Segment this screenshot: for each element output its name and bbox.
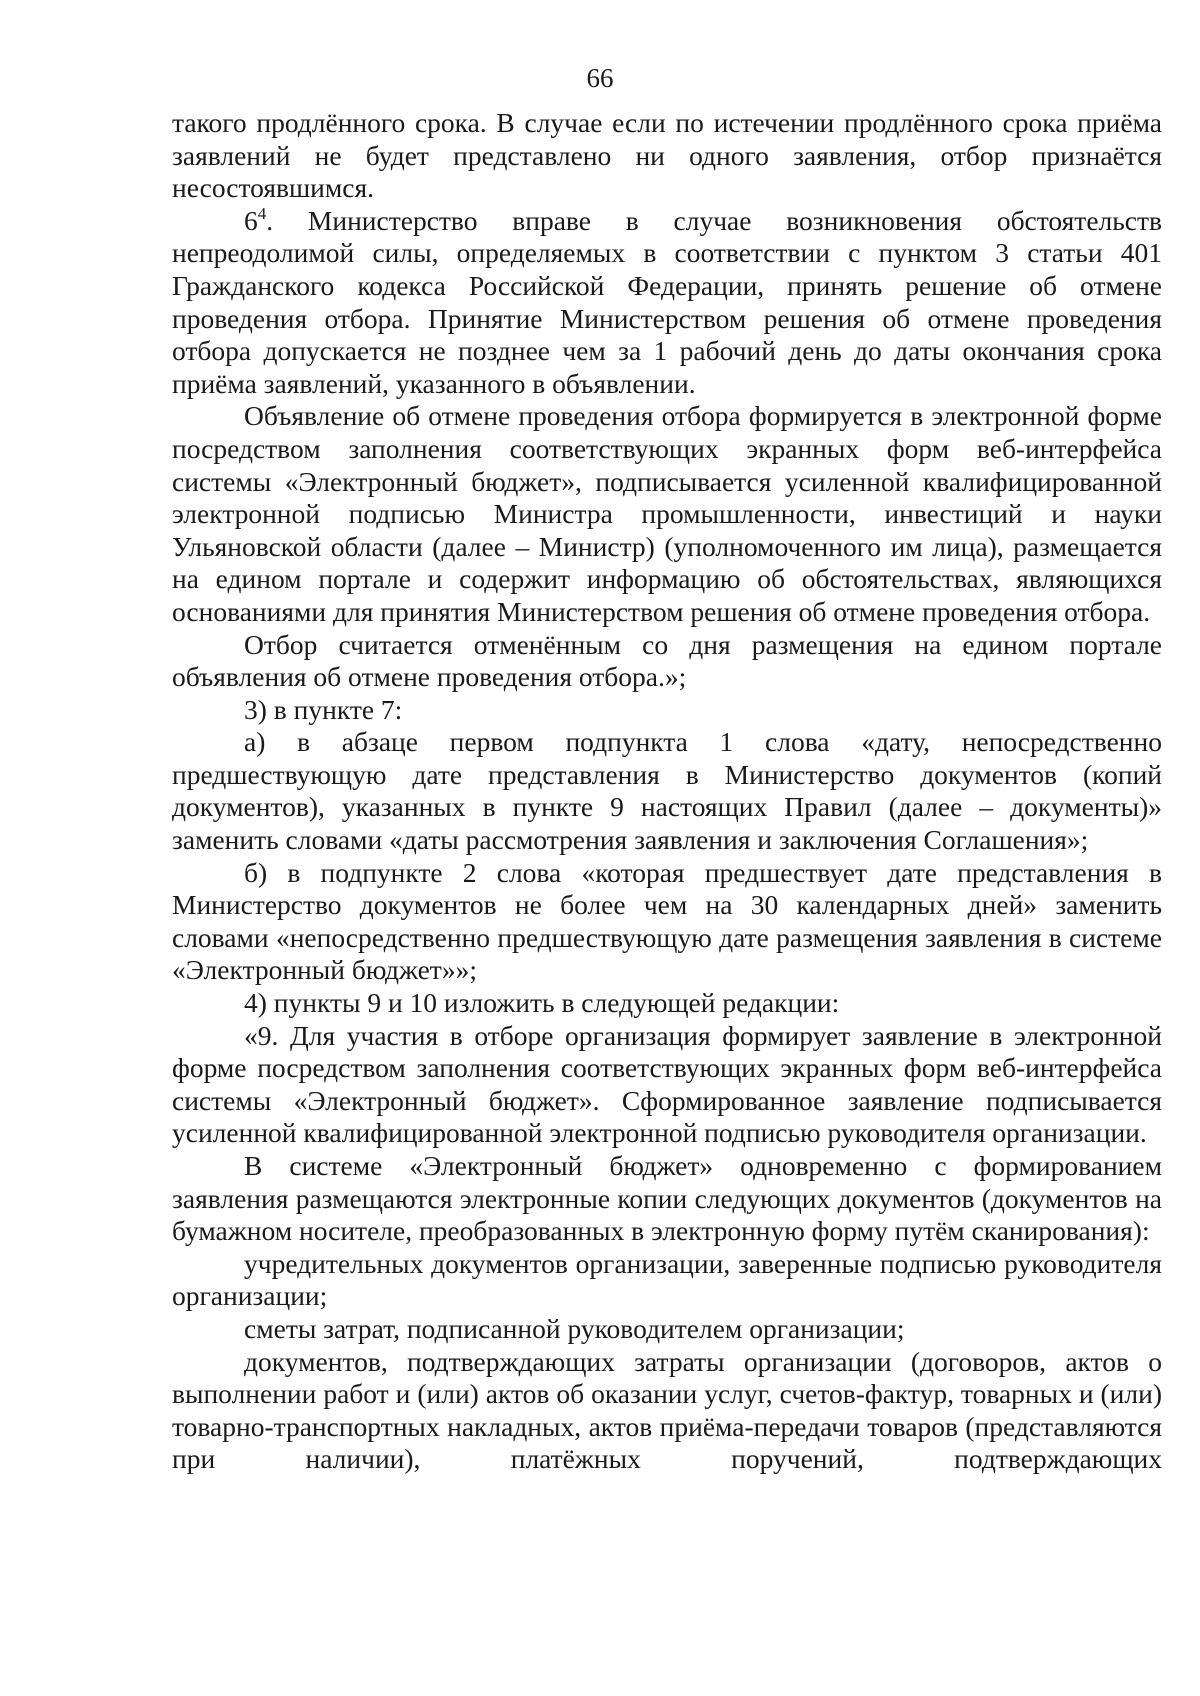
page-number: 66 xyxy=(586,63,614,93)
paragraph-item-4: 4) пункты 9 и 10 изложить в следующей редакции: xyxy=(244,987,840,1019)
paragraph-cancellation-notice: Объявление об отмене проведения отбора формируется в электронной форме посредством заполнения соответствующих экранных форм веб-интерфейса системы «Электронный бюджет», подписывается усиленной квалифицированной электронной подписью Министра промышленности, инвестиций и науки Ульяновской области (далее – Министр) (уполномоченного им лица), размещается на едином портале и содержит информацию об обстоятельствах, являющихся основаниями для принятия Министерством решения об отмене проведения отбора. xyxy=(172,400,1162,627)
paragraph-clause-6-4 xyxy=(172,205,1162,401)
document-body xyxy=(172,107,1162,1476)
list-item-cost-estimate: сметы затрат, подписанной руководителем организации; xyxy=(244,1312,905,1344)
clause-superscript: 4 xyxy=(257,203,267,223)
clause-number: 6 xyxy=(244,204,258,236)
paragraph-item-3a: а) в абзаце первом подпункта 1 слова «дату, непосредственно предшествующую дате представления в Министерство документов (копий документов), указанных в пункте 9 настоящих Правил (далее – документы)» заменить словами «даты рассмотрения заявления и заключения Соглашения»; xyxy=(172,726,1162,856)
paragraph-continuation: такого продлённого срока. В случае если по истечении продлённого срока приёма заявлений не будет представлено ни одного заявления, отбор признаётся несостоявшимся. xyxy=(172,107,1162,204)
clause-text: . Министерство вправе в случае возникновения обстоятельств непреодолимой силы, определяемых в соответствии с пунктом 3 статьи 401 Гражданского кодекса Российской Федерации, принять решение об отмене проведения отбора. Принятие Министерством решения об отмене проведения отбора допускается не позднее чем за 1 рабочий день до даты окончания срока приёма заявлений, указанного в объявлении. xyxy=(172,204,1162,399)
paragraph-cancellation-effect: Отбор считается отменённым со дня размещения на едином портале объявления об отмене проведения отбора.»; xyxy=(172,628,1162,693)
list-item-founding-documents: учредительных документов организации, заверенные подписью руководителя организации; xyxy=(172,1247,1162,1312)
paragraph-item-3: 3) в пункте 7: xyxy=(244,693,403,725)
list-item-cost-documents: документов, подтверждающих затраты организации (договоров, актов о выполнении работ и (или) актов об оказании услуг, счетов-фактур, товарных и (или) товарно-транспортных накладных, актов приёма-передачи товаров (представляются при наличии), платёжных поручений, подтверждающих xyxy=(172,1345,1162,1475)
paragraph-electronic-copies: В системе «Электронный бюджет» одновременно с формированием заявления размещаются электронные копии следующих документов (документов на бумажном носителе, преобразованных в электронную форму путём сканирования): xyxy=(172,1150,1162,1247)
paragraph-clause-9: «9. Для участия в отборе организация формирует заявление в электронной форме посредством заполнения соответствующих экранных форм веб-интерфейса системы «Электронный бюджет». Сформированное заявление подписывается усиленной квалифицированной электронной подписью руководителя организации. xyxy=(172,1019,1162,1149)
paragraph-item-3b: б) в подпункте 2 слова «которая предшествует дате представления в Министерство документов не более чем на 30 календарных дней» заменить словами «непосредственно предшествующую дате размещения заявления в системе «Электронный бюджет»»; xyxy=(172,856,1162,986)
